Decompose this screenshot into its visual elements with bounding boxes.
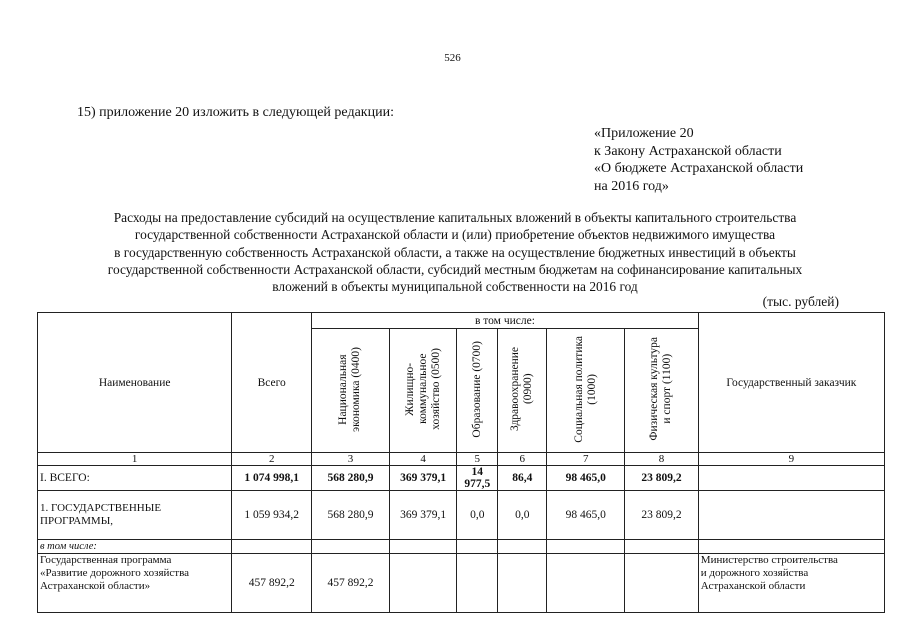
table-row-subheading (38, 540, 885, 554)
cell-total: 457 892,2 (232, 554, 312, 613)
appendix-line: на 2016 год» (594, 178, 669, 194)
cell-economy: 457 892,2 (312, 554, 390, 613)
group-header: в том числе: (312, 313, 699, 329)
cell-housing: 369 379,1 (389, 491, 457, 540)
page-number: 526 (444, 52, 461, 64)
col-header-social: Социальная политика (1000) (547, 329, 625, 453)
expenditure-table (37, 312, 885, 613)
cell-customer (698, 491, 884, 540)
appendix-header (594, 125, 803, 195)
cell-economy: 568 280,9 (312, 491, 390, 540)
cell-total: 1 059 934,2 (232, 491, 312, 540)
column-number: 2 (232, 453, 312, 466)
col-header-economy: Национальная экономика (0400) (312, 329, 390, 453)
document-heading (40, 209, 870, 295)
heading-line: вложений в объекты муниципальной собственности на 2016 год (272, 279, 638, 295)
cell-health: 86,4 (498, 466, 547, 491)
heading-line: в государственную собственность Астраханской области, а также на осуществление бюджетных инвестиций в объекты (114, 244, 796, 260)
col-header-sport: Физическая культура и спорт (1100) (625, 329, 699, 453)
table-row-total (38, 466, 885, 491)
row-name: I. ВСЕГО: (38, 466, 232, 491)
cell-health: 0,0 (498, 491, 547, 540)
cell-customer: Министерство строительства и дорожного хозяйства Астраханской области (698, 554, 884, 613)
cell-social: 98 465,0 (547, 466, 625, 491)
heading-line: государственной собственности Астраханской области, субсидий местным бюджетам на софинансирование капитальных (107, 261, 803, 277)
column-number: 4 (389, 453, 457, 466)
row-name: 1. ГОСУДАРСТВЕННЫЕ ПРОГРАММЫ, (38, 491, 232, 540)
appendix-line: «О бюджете Астраханской области (594, 161, 804, 176)
table-row-programs (38, 491, 885, 540)
column-number: 8 (625, 453, 699, 466)
cell-total: 1 074 998,1 (232, 466, 312, 491)
col-header-education: Образование (0700) (457, 329, 498, 453)
column-number: 5 (457, 453, 498, 466)
column-number: 1 (38, 453, 232, 466)
cell-education: 14 977,5 (457, 466, 498, 491)
col-header-health: Здравоохранение (0900) (498, 329, 547, 453)
column-number: 9 (698, 453, 884, 466)
column-number: 6 (498, 453, 547, 466)
cell-economy: 568 280,9 (312, 466, 390, 491)
row-name: в том числе: (38, 540, 232, 554)
appendix-line: «Приложение 20 (594, 126, 694, 141)
cell-education: 0,0 (457, 491, 498, 540)
heading-line: государственной собственности Астраханской области и (или) приобретение объектов недвижимого имущества (134, 227, 776, 243)
heading-line: Расходы на предоставление субсидий на осуществление капитальных вложений в объекты капитального строительства (113, 210, 797, 225)
col-header-name: Наименование (38, 313, 232, 453)
col-header-total: Всего (232, 313, 312, 453)
column-number-row (38, 453, 885, 466)
amendment-intro: 15) приложение 20 изложить в следующей редакции: (77, 105, 394, 120)
cell-social: 98 465,0 (547, 491, 625, 540)
col-header-housing: Жилищно- коммунальное хозяйство (0500) (389, 329, 457, 453)
units-label: (тыс. рублей) (762, 294, 839, 309)
table-row-road-program (38, 554, 885, 613)
col-header-customer: Государственный заказчик (698, 313, 884, 453)
row-name: Государственная программа «Развитие дорожного хозяйства Астраханской области» (38, 554, 232, 613)
cell-customer (698, 466, 884, 491)
cell-housing: 369 379,1 (389, 466, 457, 491)
cell-sport: 23 809,2 (625, 466, 699, 491)
column-number: 7 (547, 453, 625, 466)
cell-sport: 23 809,2 (625, 491, 699, 540)
column-number: 3 (312, 453, 390, 466)
appendix-line: к Закону Астраханской области (594, 143, 782, 159)
